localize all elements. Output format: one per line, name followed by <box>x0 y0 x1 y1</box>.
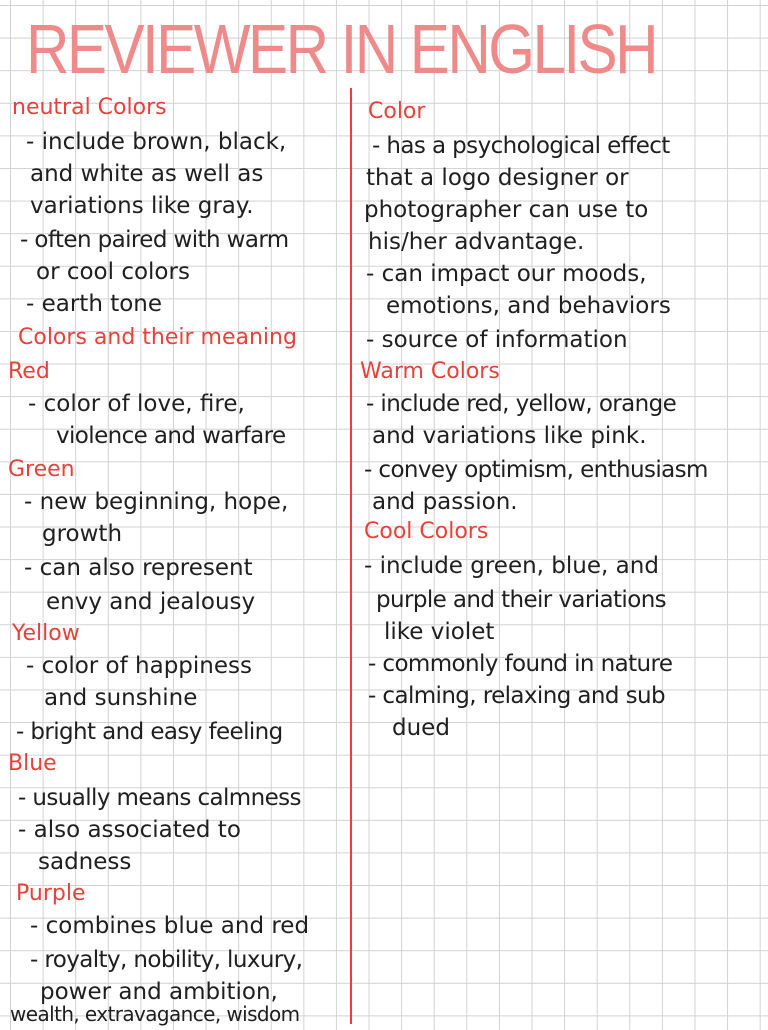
neutral-colors-note: variations like gray. <box>30 193 254 219</box>
warm-colors-note: - convey optimism, enthusiasm <box>364 457 708 483</box>
blue-heading: Blue <box>8 751 57 776</box>
neutral-colors-note: or cool colors <box>36 259 190 285</box>
yellow-note: - bright and easy feeling <box>16 719 283 745</box>
warm-colors-heading: Warm Colors <box>360 359 500 384</box>
color-note: - source of information <box>366 327 628 353</box>
cool-colors-note: - calming, relaxing and sub <box>368 683 665 709</box>
color-note: photographer can use to <box>364 197 649 223</box>
neutral-colors-heading: neutral Colors <box>12 95 167 120</box>
color-note: - has a psychological effect <box>372 133 670 159</box>
warm-colors-note: - include red, yellow, orange <box>366 391 677 417</box>
neutral-colors-note: - include brown, black, <box>26 129 287 155</box>
blue-note: - usually means calmness <box>18 785 301 811</box>
neutral-colors-note: and white as well as <box>30 161 264 187</box>
purple-note: - royalty, nobility, luxury, <box>30 947 303 973</box>
cool-colors-note: - commonly found in nature <box>368 651 673 677</box>
cool-colors-note: like violet <box>384 619 495 645</box>
purple-note: power and ambition, <box>40 979 278 1005</box>
warm-colors-note: and variations like pink. <box>372 423 647 449</box>
colors-meaning-heading: Colors and their meaning <box>18 325 297 350</box>
neutral-colors-note: - often paired with warm <box>20 227 289 253</box>
yellow-note: - color of happiness <box>26 653 252 679</box>
red-note: - color of love, fire, <box>28 391 245 417</box>
purple-note: wealth, extravagance, wisdom <box>10 1002 300 1026</box>
cool-colors-heading: Cool Colors <box>364 519 489 544</box>
cool-colors-note: - include green, blue, and <box>364 553 659 579</box>
red-heading: Red <box>8 359 50 384</box>
green-note: envy and jealousy <box>46 589 256 615</box>
blue-note: sadness <box>38 849 132 875</box>
green-note: - can also represent <box>24 555 253 581</box>
yellow-heading: Yellow <box>12 621 80 646</box>
purple-note: - combines blue and red <box>30 913 310 939</box>
color-note: his/her advantage. <box>368 229 585 255</box>
green-heading: Green <box>8 457 75 482</box>
cool-colors-note: purple and their variations <box>376 587 667 613</box>
green-note: growth <box>42 521 123 547</box>
yellow-note: and sunshine <box>44 685 198 711</box>
red-note: violence and warfare <box>56 423 286 449</box>
blue-note: - also associated to <box>18 817 241 843</box>
color-heading: Color <box>368 99 426 124</box>
cool-colors-note: dued <box>392 715 450 741</box>
column-divider <box>350 88 352 1024</box>
color-note: that a logo designer or <box>366 165 629 191</box>
color-note: - can impact our moods, <box>366 261 647 287</box>
page-title: REVIEWER IN ENGLISH <box>26 10 657 88</box>
neutral-colors-note: - earth tone <box>26 291 163 317</box>
purple-heading: Purple <box>16 881 86 906</box>
color-note: emotions, and behaviors <box>386 293 671 319</box>
warm-colors-note: and passion. <box>372 489 518 515</box>
green-note: - new beginning, hope, <box>24 489 289 515</box>
